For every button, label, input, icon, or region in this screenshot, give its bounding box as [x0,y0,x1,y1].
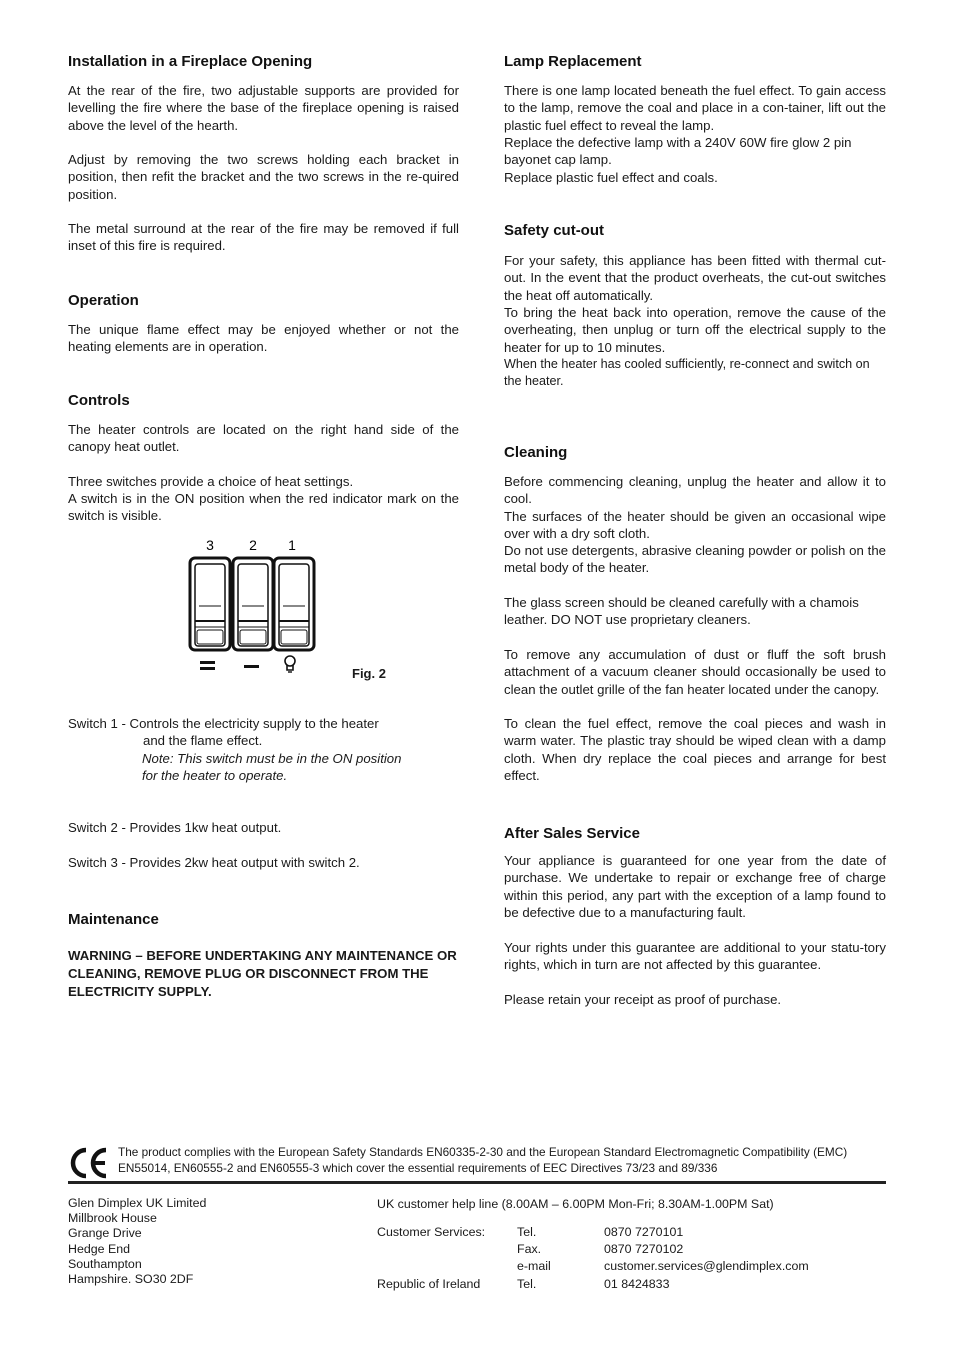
installation-paragraph-2: Adjust by removing the two screws holding each bracket in position, then refit the bracket and the two screws in the re-quired position. [68,152,459,202]
installation-heading: Installation in a Fireplace Opening [68,53,313,70]
controls-paragraph-1: The heater controls are located on the right hand side of the canopy heat outlet. [68,422,459,455]
operation-heading: Operation [68,292,139,309]
after-sales-paragraph-1: Your appliance is guaranteed for one year from the date of purchase. We undertake to repair or exchange free of charge within this period, any part with the exception of a lamp found to be defective due to a manufacturing fault. [504,853,886,920]
tel-label: Tel. [517,1225,537,1239]
lamp-bulb-icon [285,656,295,672]
ce-compliance-text: The product complies with the European Safety Standards EN60335-2-30 and the European Standard Electromagnetic Compatibility (EMC) EN55014, EN60555-2 and EN60555-3 which cover the essential requirements of EEC Directives 73/23 and 89/336 [118,1145,848,1175]
address-line-county-postcode: Hampshire. SO30 2DF [68,1272,194,1287]
address-line-building: Millbrook House [68,1211,157,1226]
email-label: e-mail [517,1259,551,1273]
maintenance-heading: Maintenance [68,911,159,928]
switch-number-3: 3 [206,537,214,553]
ce-mark-icon [68,1146,110,1180]
after-sales-heading: After Sales Service [504,825,640,842]
double-heat-icon [200,661,215,670]
after-sales-paragraph-3: Please retain your receipt as proof of purchase. [504,992,782,1007]
customer-services-tel-row [377,1224,887,1241]
safety-paragraph-2: To bring the heat back into operation, remove the cause of the overheating, then unplug or turn off the electrical supply to the heater for up to 10 minutes. [504,305,886,355]
customer-services-label: Customer Services: [377,1225,486,1239]
switch-1-line-1: Switch 1 - Controls the electricity supply to the heater [68,716,379,731]
lamp-paragraph-3: Replace plastic fuel effect and coals. [504,170,718,185]
switch-number-1: 1 [288,537,296,553]
rocker-switch-3 [190,558,230,650]
controls-heading: Controls [68,392,130,409]
switch-number-2: 2 [249,537,257,553]
cleaning-paragraph-1: Before commencing cleaning, unplug the heater and allow it to cool. [504,474,886,507]
fax-number: 0870 7270102 [604,1242,684,1256]
lamp-paragraph-1: There is one lamp located beneath the fuel effect. To gain access to the lamp, remove the coal and place in a con-tainer, lift out the plastic fuel effect to reveal the lamp. [504,83,886,133]
roi-tel-number: 01 8424833 [604,1277,670,1291]
helpline-text: UK customer help line (8.00AM – 6.00PM Mon-Fri; 8.30AM-1.00PM Sat) [377,1197,774,1211]
lamp-paragraph-2: Replace the defective lamp with a 240V 60W fire glow 2 pin bayonet cap lamp. [504,135,852,168]
operation-paragraph: The unique flame effect may be enjoyed whether or not the heating elements are in operation. [68,322,459,355]
cleaning-paragraph-3: Do not use detergents, abrasive cleaning powder or polish on the metal body of the heater. [504,543,886,576]
company-address [68,1196,206,1287]
switch-panel-figure [186,534,321,679]
installation-paragraph-3: The metal surround at the rear of the fire may be removed if full inset of this fire is required. [68,221,459,254]
cleaning-paragraph-4: The glass screen should be cleaned carefully with a chamois leather. DO NOT use proprietary cleaners. [504,595,859,628]
maintenance-warning: WARNING – BEFORE UNDERTAKING ANY MAINTENANCE OR CLEANING, REMOVE PLUG OR DISCONNECT FROM THE ELECTRICITY SUPPLY. [68,948,457,999]
switch-1-line-2: and the flame effect. [143,733,263,749]
fax-row [377,1241,887,1258]
switch-1-note-line-2: for the heater to operate. [142,767,288,783]
rocker-switch-2 [233,558,273,650]
cleaning-heading: Cleaning [504,444,568,461]
cleaning-paragraph-5: To remove any accumulation of dust or fluff the soft brush attachment of a vacuum cleaner should occasionally be used to clean the outlet grille of the fan heater located under the canopy. [504,647,886,697]
lamp-replacement-heading: Lamp Replacement [504,53,642,70]
republic-of-ireland-row [377,1276,887,1293]
after-sales-paragraph-2: Your rights under this guarantee are additional to your statu-tory rights, which in turn are not affected by this guarantee. [504,940,886,973]
figure-label: Fig. 2 [352,666,386,681]
roi-tel-label: Tel. [517,1277,537,1291]
safety-paragraph-3: When the heater has cooled sufficiently, re-connect and switch on the heater. [504,357,870,389]
email-row [377,1258,887,1275]
contact-block [377,1196,887,1293]
single-heat-icon [244,665,259,668]
cleaning-paragraph-2: The surfaces of the heater should be given an occasional wipe over with a dry soft cloth. [504,509,886,542]
address-line-company: Glen Dimplex UK Limited [68,1196,207,1210]
email-address: customer.services@glendimplex.com [604,1259,809,1273]
controls-paragraph-2b: A switch is in the ON position when the red indicator mark on the switch is visible. [68,491,459,524]
address-line-town: Southampton [68,1256,142,1271]
roi-label: Republic of Ireland [377,1277,481,1291]
tel-number: 0870 7270101 [604,1225,684,1239]
switch-panel-illustration [186,534,321,679]
helpline-row [377,1196,887,1213]
switch-2-description: Switch 2 - Provides 1kw heat output. [68,820,282,835]
footer-divider [68,1181,886,1184]
safety-cutout-heading: Safety cut-out [504,222,605,239]
safety-paragraph-1: For your safety, this appliance has been fitted with thermal cut-out. In the event that the product overheats, the cut-out switches the heat off automatically. [504,253,886,303]
switch-1-note-line-1: Note: This switch must be in the ON position [142,750,402,766]
rocker-switch-1 [274,558,314,650]
switch-3-description: Switch 3 - Provides 2kw heat output with switch 2. [68,855,360,870]
address-line-area: Hedge End [68,1241,131,1256]
address-line-street: Grange Drive [68,1226,142,1241]
controls-paragraph-2a: Three switches provide a choice of heat settings. [68,474,354,489]
fax-label: Fax. [517,1242,542,1256]
cleaning-paragraph-6: To clean the fuel effect, remove the coal pieces and wash in warm water. The plastic tray should be wiped clean with a damp cloth. When dry replace the coal pieces and arrange for best effect. [504,716,886,783]
switch-1-description [68,715,459,784]
installation-paragraph-1: At the rear of the fire, two adjustable supports are provided for levelling the fire where the base of the fireplace opening is raised above the level of the hearth. [68,83,459,133]
